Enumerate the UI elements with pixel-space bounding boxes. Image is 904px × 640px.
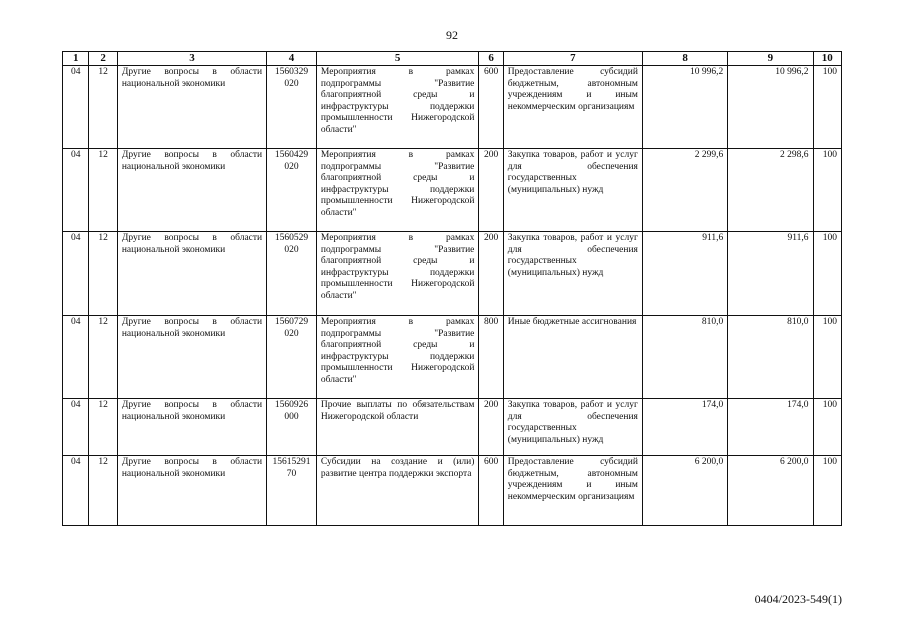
subsection-code-cell: 12 xyxy=(89,316,117,399)
executed-amount-cell: 810,0 xyxy=(728,316,813,399)
section-name-cell: Другие вопросы в области национальной экономики xyxy=(117,316,266,399)
header-cell-5: 5 xyxy=(316,52,479,66)
planned-amount-cell: 2 299,6 xyxy=(642,149,727,232)
expense-type-name-cell: Закупка товаров, работ и услуг для обеспечения государственных (муниципальных) нужд xyxy=(503,232,642,316)
header-cell-2: 2 xyxy=(89,52,117,66)
target-article-cell: 1560529 020 xyxy=(267,232,317,316)
section-code-cell: 04 xyxy=(63,149,89,232)
expense-type-name-cell: Закупка товаров, работ и услуг для обеспечения государственных (муниципальных) нужд xyxy=(503,149,642,232)
execution-percent-cell: 100 xyxy=(813,149,841,232)
article-name-cell: Мероприятия в рамках подпрограммы "Развитие благоприятной среды и инфраструктуры поддержки промышленности Нижегородской области" xyxy=(316,232,479,316)
table-row xyxy=(63,456,842,526)
header-cell-7: 7 xyxy=(503,52,642,66)
planned-amount-cell: 6 200,0 xyxy=(642,456,727,526)
section-code-cell: 04 xyxy=(63,399,89,456)
target-article-cell: 1560329 020 xyxy=(267,66,317,149)
table-row xyxy=(63,316,842,399)
expense-type-code-cell: 600 xyxy=(479,456,503,526)
section-code-cell: 04 xyxy=(63,66,89,149)
expense-type-code-cell: 200 xyxy=(479,399,503,456)
planned-amount-cell: 810,0 xyxy=(642,316,727,399)
executed-amount-cell: 174,0 xyxy=(728,399,813,456)
executed-amount-cell: 911,6 xyxy=(728,232,813,316)
section-name-cell: Другие вопросы в области национальной экономики xyxy=(117,232,266,316)
section-name-cell: Другие вопросы в области национальной экономики xyxy=(117,149,266,232)
expense-type-name-cell: Иные бюджетные ассигнования xyxy=(503,316,642,399)
article-name-cell: Субсидии на создание и (или) развитие центра поддержки экспорта xyxy=(316,456,479,526)
expense-type-code-cell: 200 xyxy=(479,232,503,316)
planned-amount-cell: 10 996,2 xyxy=(642,66,727,149)
target-article-cell: 1560926 000 xyxy=(267,399,317,456)
executed-amount-cell: 6 200,0 xyxy=(728,456,813,526)
table-header-row xyxy=(63,52,842,66)
execution-percent-cell: 100 xyxy=(813,232,841,316)
header-cell-9: 9 xyxy=(728,52,813,66)
header-cell-10: 10 xyxy=(813,52,841,66)
document-code: 0404/2023-549(1) xyxy=(754,592,842,606)
section-name-cell: Другие вопросы в области национальной экономики xyxy=(117,399,266,456)
budget-table xyxy=(62,51,842,526)
expense-type-code-cell: 200 xyxy=(479,149,503,232)
executed-amount-cell: 10 996,2 xyxy=(728,66,813,149)
planned-amount-cell: 174,0 xyxy=(642,399,727,456)
header-cell-8: 8 xyxy=(642,52,727,66)
header-cell-3: 3 xyxy=(117,52,266,66)
article-name-cell: Мероприятия в рамках подпрограммы "Развитие благоприятной среды и инфраструктуры поддержки промышленности Нижегородской области" xyxy=(316,149,479,232)
table-row xyxy=(63,399,842,456)
article-name-cell: Мероприятия в рамках подпрограммы "Развитие благоприятной среды и инфраструктуры поддержки промышленности Нижегородской области" xyxy=(316,316,479,399)
expense-type-name-cell: Закупка товаров, работ и услуг для обеспечения государственных (муниципальных) нужд xyxy=(503,399,642,456)
article-name-cell: Прочие выплаты по обязательствам Нижегородской области xyxy=(316,399,479,456)
page-number: 92 xyxy=(446,28,458,42)
execution-percent-cell: 100 xyxy=(813,66,841,149)
section-code-cell: 04 xyxy=(63,456,89,526)
subsection-code-cell: 12 xyxy=(89,149,117,232)
section-code-cell: 04 xyxy=(63,232,89,316)
execution-percent-cell: 100 xyxy=(813,316,841,399)
target-article-cell: 1560729 020 xyxy=(267,316,317,399)
header-cell-1: 1 xyxy=(63,52,89,66)
section-name-cell: Другие вопросы в области национальной экономики xyxy=(117,456,266,526)
subsection-code-cell: 12 xyxy=(89,456,117,526)
target-article-cell: 15615291 70 xyxy=(267,456,317,526)
subsection-code-cell: 12 xyxy=(89,399,117,456)
header-cell-6: 6 xyxy=(479,52,503,66)
expense-type-name-cell: Предоставление субсидий бюджетным, автономным учреждениям и иным некоммерческим организациям xyxy=(503,66,642,149)
execution-percent-cell: 100 xyxy=(813,399,841,456)
table-row xyxy=(63,66,842,149)
expense-type-code-cell: 800 xyxy=(479,316,503,399)
section-name-cell: Другие вопросы в области национальной экономики xyxy=(117,66,266,149)
table-row xyxy=(63,149,842,232)
execution-percent-cell: 100 xyxy=(813,456,841,526)
planned-amount-cell: 911,6 xyxy=(642,232,727,316)
target-article-cell: 1560429 020 xyxy=(267,149,317,232)
executed-amount-cell: 2 298,6 xyxy=(728,149,813,232)
expense-type-name-cell: Предоставление субсидий бюджетным, автономным учреждениям и иным некоммерческим организациям xyxy=(503,456,642,526)
subsection-code-cell: 12 xyxy=(89,232,117,316)
expense-type-code-cell: 600 xyxy=(479,66,503,149)
article-name-cell: Мероприятия в рамках подпрограммы "Развитие благоприятной среды и инфраструктуры поддержки промышленности Нижегородской области" xyxy=(316,66,479,149)
subsection-code-cell: 12 xyxy=(89,66,117,149)
header-cell-4: 4 xyxy=(267,52,317,66)
section-code-cell: 04 xyxy=(63,316,89,399)
table-row xyxy=(63,232,842,316)
